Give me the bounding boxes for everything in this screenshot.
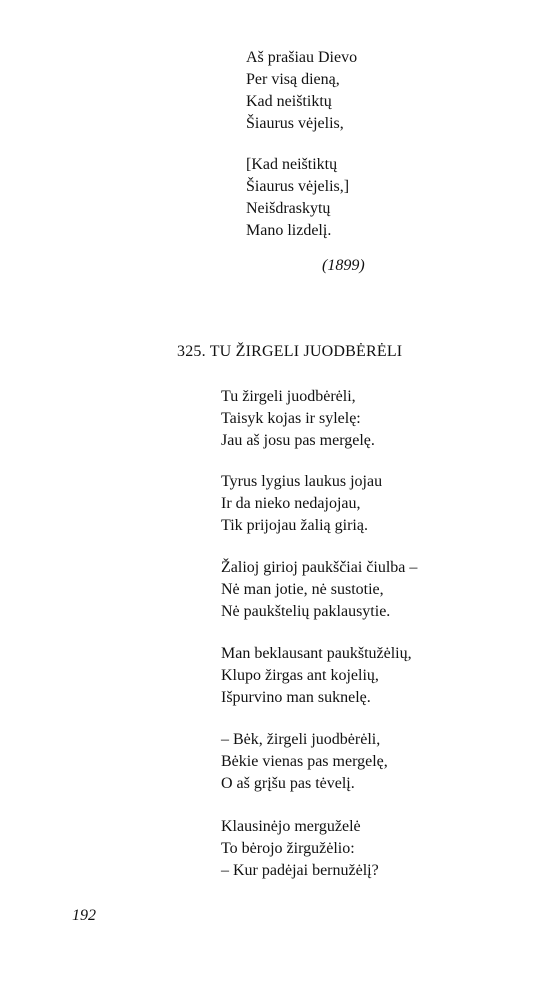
poem-line: Taisyk kojas ir sylelę:: [221, 410, 361, 427]
poem-line: Man beklausant paukštužėlių,: [221, 645, 412, 662]
poem-date: (1899): [322, 257, 365, 274]
poem-line: Tu žirgeli juodbėrėli,: [221, 388, 356, 405]
poem-line: Jau aš josu pas mergelę.: [221, 432, 375, 449]
poem-line: Ir da nieko nedajojau,: [221, 495, 361, 512]
poem-stanza: [221, 729, 388, 795]
poem-stanza: [246, 47, 357, 135]
poem-line: Išpurvino man suknelę.: [221, 689, 371, 706]
poem-line: Nė man jotie, nė sustotie,: [221, 581, 384, 598]
poem-line: Šiaurus vėjelis,: [246, 115, 344, 132]
poem-line: Mano lizdelį.: [246, 222, 332, 239]
poem-line: Klausinėjo merguželė: [221, 818, 361, 835]
poem-line: Per visą dieną,: [246, 71, 340, 88]
poem-stanza: [221, 643, 412, 709]
poem-line: Šiaurus vėjelis,]: [246, 178, 350, 195]
poem-line: Kad neištiktų: [246, 93, 332, 110]
poem-line: Neišdraskytų: [246, 200, 331, 217]
poem-stanza: [246, 154, 349, 242]
poem-stanza: [221, 557, 417, 623]
poem-stanza: [221, 386, 375, 452]
poem-line: [Kad neištiktų: [246, 156, 338, 173]
poem-line: Tik prijojau žalią girią.: [221, 517, 368, 534]
poem-stanza: [221, 816, 379, 882]
poem-line: Tyrus lygius laukus jojau: [221, 473, 383, 490]
poem-line: – Kur padėjai bernužėlį?: [221, 862, 379, 879]
poem-line: Klupo žirgas ant kojelių,: [221, 667, 379, 684]
poem-line: Žalioj girioj paukščiai čiulba –: [221, 559, 418, 576]
poem-line: Nė paukštelių paklausytie.: [221, 603, 391, 620]
page-number: 192: [72, 907, 96, 924]
poem-line: To bėrojo žirgužėlio:: [221, 840, 355, 857]
poem-line: Bėkie vienas pas mergelę,: [221, 753, 388, 770]
poem-line: – Bėk, žirgeli juodbėrėli,: [221, 731, 381, 748]
poem-stanza: [221, 471, 382, 537]
poem-line: Aš prašiau Dievo: [246, 49, 358, 66]
poem-title: 325. TU ŽIRGELI JUODBĖRĖLI: [177, 343, 403, 360]
poem-line: O aš grįšu pas tėvelį.: [221, 775, 355, 792]
